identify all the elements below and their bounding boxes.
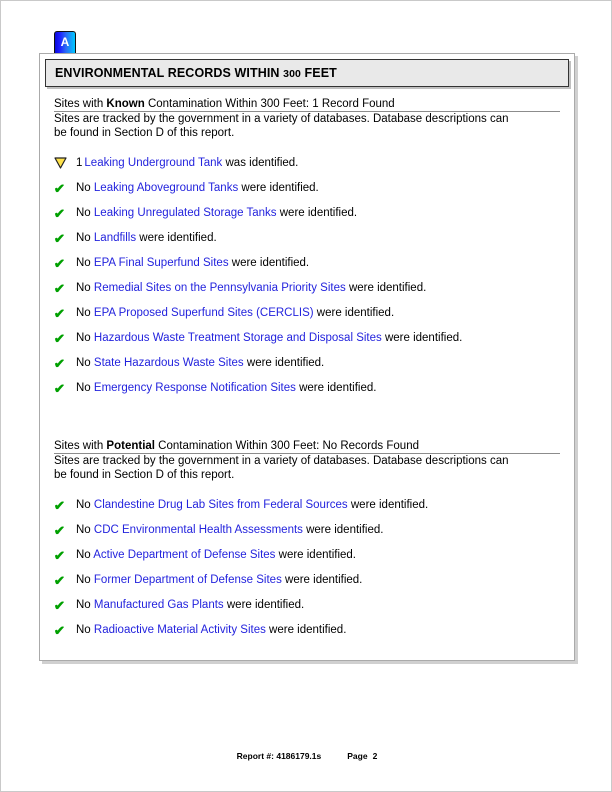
section-heading-suffix: Contamination Within 300 Feet: 1 Record Found <box>144 98 395 110</box>
check-icon: ✔ <box>53 206 66 221</box>
record-text <box>76 331 462 344</box>
section-heading-prefix: Sites with <box>54 440 107 452</box>
check-icon: ✔ <box>53 623 66 638</box>
section-note: Sites are tracked by the government in a variety of databases. Database descriptions can be found in Section D of this report. <box>54 113 509 139</box>
record-text <box>76 281 426 294</box>
record-row <box>54 331 560 356</box>
record-database-link[interactable]: Leaking Aboveground Tanks <box>93 182 239 194</box>
record-tail: were identified. <box>265 624 347 636</box>
check-icon: ✔ <box>53 548 66 563</box>
record-database-link[interactable]: Radioactive Material Activity Sites <box>93 624 266 636</box>
record-lead: No <box>76 232 94 244</box>
record-tail: were identified. <box>281 574 363 586</box>
check-icon: ✔ <box>53 356 66 371</box>
page-number-value: 2 <box>372 751 378 761</box>
record-lead: No <box>76 599 94 611</box>
record-text <box>76 598 304 611</box>
record-database-link[interactable]: Leaking Unregulated Storage Tanks <box>93 207 277 219</box>
record-lead: No <box>76 382 94 394</box>
record-row <box>54 231 560 256</box>
record-tail: were identified. <box>136 232 217 244</box>
check-icon: ✔ <box>53 256 66 271</box>
section-known-contamination <box>54 98 560 406</box>
section-heading-prefix: Sites with <box>54 98 107 110</box>
record-tail: were identified. <box>243 357 325 369</box>
record-database-link[interactable]: Former Department of Defense Sites <box>93 574 282 586</box>
section-title-bar <box>45 59 569 87</box>
record-database-link[interactable]: Landfills <box>93 232 137 244</box>
check-icon: ✔ <box>53 573 66 588</box>
section-heading-suffix: Contamination Within 300 Feet: No Records Found <box>154 440 419 452</box>
record-row <box>54 573 560 598</box>
record-lead: No <box>76 549 94 561</box>
record-row <box>54 181 560 206</box>
report-number: Report #: 4186179.1s <box>236 751 322 761</box>
page-number <box>347 751 377 761</box>
record-list-known <box>54 156 560 406</box>
section-heading-emphasis: Potential <box>106 440 155 452</box>
record-tail: were identified. <box>381 332 463 344</box>
record-database-link[interactable]: CDC Environmental Health Assessments <box>93 524 303 536</box>
content-box <box>39 53 575 661</box>
record-row <box>54 281 560 306</box>
record-row <box>54 548 560 573</box>
record-tail: were identified. <box>302 524 384 536</box>
record-lead: No <box>76 524 94 536</box>
check-icon: ✔ <box>53 598 66 613</box>
record-text <box>76 573 362 586</box>
record-row <box>54 498 560 523</box>
record-tail: were identified. <box>228 257 310 269</box>
record-row <box>54 523 560 548</box>
record-lead: No <box>76 282 94 294</box>
record-text <box>76 498 428 511</box>
record-database-link[interactable]: EPA Final Superfund Sites <box>93 257 229 269</box>
check-icon: ✔ <box>53 181 66 196</box>
record-tail: were identified. <box>238 182 319 194</box>
record-row <box>54 206 560 231</box>
record-tail: were identified. <box>295 382 377 394</box>
record-text <box>76 623 346 636</box>
record-tail: were identified. <box>275 549 356 561</box>
record-lead: No <box>76 307 94 319</box>
record-database-link[interactable]: Clandestine Drug Lab Sites from Federal Sources <box>93 499 348 511</box>
section-heading <box>54 98 560 112</box>
record-database-link[interactable]: Active Department of Defense Sites <box>93 549 276 561</box>
page-title-number: 300 <box>283 68 301 80</box>
record-lead: No <box>76 182 94 194</box>
record-row <box>54 598 560 623</box>
record-tail: were identified. <box>345 282 427 294</box>
record-tail: was identified. <box>222 157 299 169</box>
record-database-link[interactable]: EPA Proposed Superfund Sites (CERCLIS) <box>93 307 314 319</box>
record-text <box>76 156 298 169</box>
record-row <box>54 156 560 181</box>
record-lead: No <box>76 574 94 586</box>
record-text <box>76 356 324 369</box>
check-icon: ✔ <box>53 523 66 538</box>
body-region <box>40 87 574 648</box>
record-row <box>54 381 560 406</box>
record-count: 1 <box>76 157 83 169</box>
record-lead: No <box>76 357 94 369</box>
record-text <box>76 181 319 194</box>
section-note: Sites are tracked by the government in a variety of databases. Database descriptions can be found in Section D of this report. <box>54 455 509 481</box>
check-icon: ✔ <box>53 381 66 396</box>
page-title-suffix: FEET <box>300 66 337 80</box>
check-icon: ✔ <box>53 331 66 346</box>
record-lead: No <box>76 332 94 344</box>
page-title-main: ENVIRONMENTAL RECORDS WITHIN <box>55 66 284 80</box>
record-text <box>76 306 394 319</box>
record-list-potential <box>54 498 560 648</box>
record-tail: were identified. <box>223 599 305 611</box>
section-potential-contamination <box>54 440 560 648</box>
record-row <box>54 356 560 381</box>
record-row <box>54 306 560 331</box>
record-lead: No <box>76 499 94 511</box>
record-tail: were identified. <box>313 307 395 319</box>
record-tail: were identified. <box>347 499 429 511</box>
record-row <box>54 623 560 648</box>
record-text <box>76 523 383 536</box>
record-text <box>76 256 309 269</box>
record-database-link[interactable]: Hazardous Waste Treatment Storage and Disposal Sites <box>93 332 382 344</box>
record-tail: were identified. <box>276 207 358 219</box>
record-text <box>76 548 356 561</box>
record-lead: No <box>76 207 94 219</box>
section-heading <box>54 440 560 454</box>
check-icon: ✔ <box>53 231 66 246</box>
section-heading-emphasis: Known <box>106 98 145 110</box>
record-text <box>76 231 217 244</box>
record-database-link[interactable]: Leaking Underground Tank <box>84 157 223 169</box>
record-database-link[interactable]: Remedial Sites on the Pennsylvania Priority Sites <box>93 282 346 294</box>
page-footer <box>1 751 612 761</box>
record-row <box>54 256 560 281</box>
record-lead: No <box>76 624 94 636</box>
page-title <box>46 66 337 80</box>
record-database-link[interactable]: Emergency Response Notification Sites <box>93 382 296 394</box>
section-tab-a[interactable] <box>54 31 76 53</box>
section-tab-label: A <box>60 35 70 49</box>
check-icon: ✔ <box>53 281 66 296</box>
page-number-label: Page <box>347 751 368 761</box>
record-text <box>76 381 376 394</box>
record-database-link[interactable]: Manufactured Gas Plants <box>93 599 224 611</box>
record-text <box>76 206 357 219</box>
record-lead: No <box>76 257 94 269</box>
record-database-link[interactable]: State Hazardous Waste Sites <box>93 357 244 369</box>
warning-triangle-icon <box>54 156 76 169</box>
check-icon: ✔ <box>53 306 66 321</box>
check-icon: ✔ <box>53 498 66 513</box>
